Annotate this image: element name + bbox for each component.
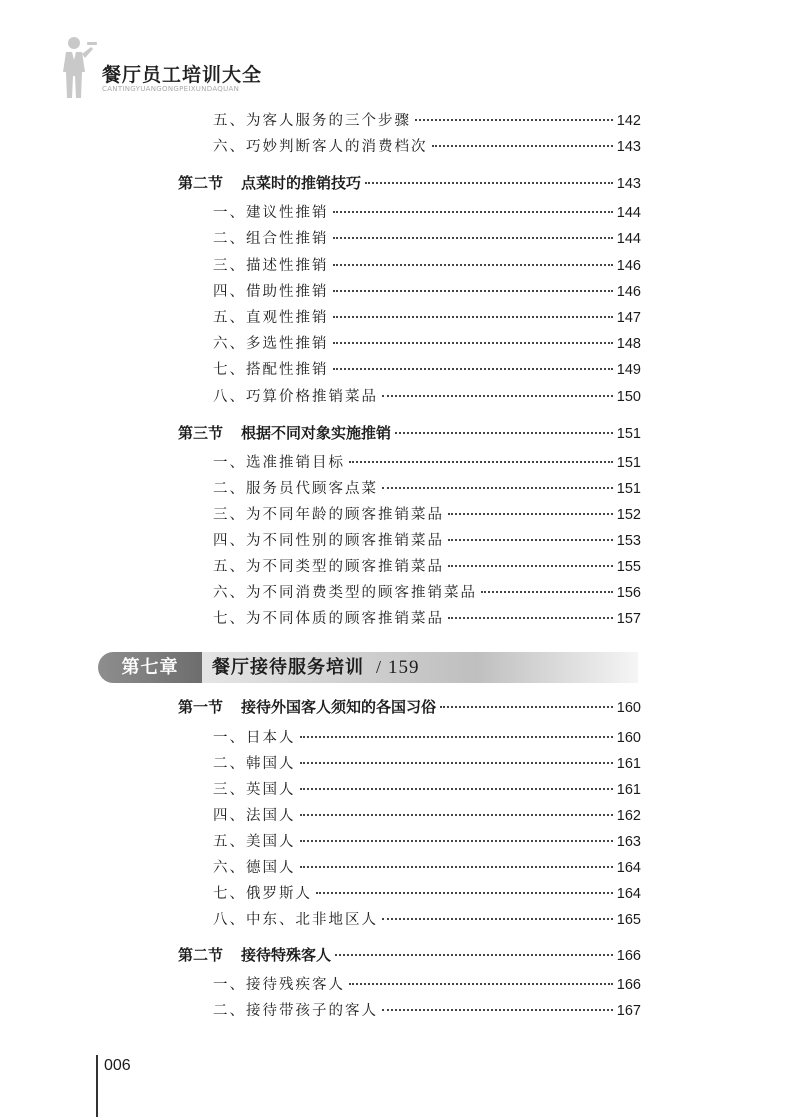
entry-title: 四、法国人 (213, 808, 296, 824)
dot-leader (333, 368, 613, 370)
toc-section-entry[interactable] (178, 944, 641, 966)
section-number: 第一节 (178, 698, 224, 716)
entry-title: 五、美国人 (213, 834, 296, 850)
entry-page-number: 144 (616, 205, 641, 221)
entry-title: 三、描述性推销 (213, 258, 329, 274)
entry-title: 五、直观性推销 (213, 310, 329, 326)
chapter-page: 159 (388, 657, 420, 678)
entry-page-number: 146 (616, 258, 641, 274)
entry-title: 四、借助性推销 (213, 284, 329, 300)
dot-leader (316, 892, 613, 894)
entry-page-number: 157 (616, 611, 641, 627)
dot-leader (349, 983, 613, 985)
toc-entry[interactable] (213, 1000, 641, 1022)
entry-page-number: 160 (616, 700, 641, 716)
toc-entry[interactable] (213, 228, 641, 250)
dot-leader (333, 290, 613, 292)
entry-title: 六、为不同消费类型的顾客推销菜品 (213, 585, 477, 601)
toc-entry[interactable] (213, 359, 641, 381)
entry-title: 接待外国客人须知的各国习俗 (241, 698, 437, 716)
entry-page-number: 156 (616, 585, 641, 601)
toc-section-entry[interactable] (178, 422, 641, 444)
dot-leader (300, 866, 613, 868)
chapter-title: 餐厅接待服务培训 (212, 657, 364, 678)
section-number: 第二节 (178, 174, 224, 192)
dot-leader (432, 145, 613, 147)
entry-title: 一、接待残疾客人 (213, 977, 345, 993)
dot-leader (382, 1009, 613, 1011)
entry-page-number: 144 (616, 231, 641, 247)
toc-entry[interactable] (213, 478, 641, 500)
toc-entry[interactable] (213, 136, 641, 158)
entry-page-number: 151 (616, 481, 641, 497)
toc-entry[interactable] (213, 202, 641, 224)
book-pinyin: CANTINGYUANGONGPEIXUNDAQUAN (102, 85, 240, 93)
dot-leader (349, 461, 613, 463)
entry-title: 七、为不同体质的顾客推销菜品 (213, 611, 444, 627)
entry-page-number: 155 (616, 559, 641, 575)
toc-entry[interactable] (213, 909, 641, 931)
footer-divider (96, 1055, 98, 1117)
entry-title: 一、选准推销目标 (213, 455, 345, 471)
entry-title: 六、德国人 (213, 860, 296, 876)
dot-leader (300, 814, 613, 816)
entry-title: 二、组合性推销 (213, 231, 329, 247)
dot-leader (333, 264, 613, 266)
chapter-heading (212, 652, 420, 683)
entry-page-number: 153 (616, 533, 641, 549)
entry-page-number: 152 (616, 507, 641, 523)
entry-page-number: 151 (616, 455, 641, 471)
toc-entry[interactable] (213, 883, 641, 905)
entry-page-number: 160 (616, 730, 641, 746)
toc-entry[interactable] (213, 779, 641, 801)
chapter-separator: / (376, 657, 383, 677)
toc-entry[interactable] (213, 556, 641, 578)
entry-title: 五、为客人服务的三个步骤 (213, 113, 411, 129)
entry-page-number: 165 (616, 912, 641, 928)
toc-entry[interactable] (213, 386, 641, 408)
entry-title: 三、为不同年龄的顾客推销菜品 (213, 507, 444, 523)
toc-entry[interactable] (213, 974, 641, 996)
entry-page-number: 164 (616, 886, 641, 902)
section-number: 第二节 (178, 946, 224, 964)
entry-title: 二、韩国人 (213, 756, 296, 772)
dot-leader (333, 342, 613, 344)
chapter-banner[interactable] (98, 652, 638, 683)
entry-title: 根据不同对象实施推销 (241, 424, 392, 442)
entry-title: 点菜时的推销技巧 (241, 174, 362, 192)
toc-entry[interactable] (213, 608, 641, 630)
toc-entry[interactable] (213, 504, 641, 526)
entry-page-number: 166 (616, 948, 641, 964)
book-title: 餐厅员工培训大全 (102, 64, 263, 86)
dot-leader (382, 395, 613, 397)
entry-page-number: 143 (616, 176, 641, 192)
entry-title: 七、搭配性推销 (213, 362, 329, 378)
entry-title: 四、为不同性别的顾客推销菜品 (213, 533, 444, 549)
toc-entry[interactable] (213, 753, 641, 775)
entry-title: 六、多选性推销 (213, 336, 329, 352)
dot-leader (335, 954, 613, 956)
toc-entry[interactable] (213, 281, 641, 303)
toc-entry[interactable] (213, 805, 641, 827)
entry-page-number: 163 (616, 834, 641, 850)
entry-page-number: 162 (616, 808, 641, 824)
dot-leader (415, 119, 613, 121)
toc-entry[interactable] (213, 110, 641, 132)
dot-leader (382, 487, 613, 489)
entry-page-number: 161 (616, 756, 641, 772)
entry-page-number: 149 (616, 362, 641, 378)
entry-page-number: 146 (616, 284, 641, 300)
dot-leader (382, 918, 613, 920)
dot-leader (333, 211, 613, 213)
dot-leader (481, 591, 613, 593)
entry-page-number: 143 (616, 139, 641, 155)
entry-title: 三、英国人 (213, 782, 296, 798)
entry-page-number: 148 (616, 336, 641, 352)
entry-page-number: 166 (616, 977, 641, 993)
toc-entry[interactable] (213, 727, 641, 749)
entry-page-number: 164 (616, 860, 641, 876)
entry-title: 接待特殊客人 (241, 946, 332, 964)
entry-page-number: 167 (616, 1003, 641, 1019)
dot-leader (300, 840, 613, 842)
dot-leader (440, 706, 613, 708)
dot-leader (333, 237, 613, 239)
entry-title: 七、俄罗斯人 (213, 886, 312, 902)
dot-leader (448, 617, 613, 619)
entry-title: 二、服务员代顾客点菜 (213, 481, 378, 497)
entry-page-number: 151 (616, 426, 641, 442)
entry-title: 五、为不同类型的顾客推销菜品 (213, 559, 444, 575)
toc-section-entry[interactable] (178, 696, 641, 718)
dot-leader (300, 788, 613, 790)
toc-section-entry[interactable] (178, 172, 641, 194)
toc-entry[interactable] (213, 307, 641, 329)
chapter-number: 第七章 (98, 652, 202, 683)
toc-entry[interactable] (213, 452, 641, 474)
toc-entry[interactable] (213, 333, 641, 355)
entry-page-number: 150 (616, 389, 641, 405)
toc-entry[interactable] (213, 582, 641, 604)
entry-title: 六、巧妙判断客人的消费档次 (213, 139, 428, 155)
entry-title: 一、建议性推销 (213, 205, 329, 221)
entry-title: 二、接待带孩子的客人 (213, 1003, 378, 1019)
entry-page-number: 142 (616, 113, 641, 129)
dot-leader (333, 316, 613, 318)
page-number: 006 (104, 1057, 131, 1074)
toc-entry[interactable] (213, 831, 641, 853)
toc-entry[interactable] (213, 255, 641, 277)
entry-page-number: 161 (616, 782, 641, 798)
dot-leader (448, 513, 613, 515)
dot-leader (395, 432, 613, 434)
dot-leader (448, 565, 613, 567)
entry-title: 一、日本人 (213, 730, 296, 746)
dot-leader (300, 762, 613, 764)
section-number: 第三节 (178, 424, 224, 442)
entry-page-number: 147 (616, 310, 641, 326)
dot-leader (365, 182, 613, 184)
dot-leader (300, 736, 613, 738)
toc-entry[interactable] (213, 530, 641, 552)
entry-title: 八、巧算价格推销菜品 (213, 389, 378, 405)
entry-title: 八、中东、北非地区人 (213, 912, 378, 928)
dot-leader (448, 539, 613, 541)
toc-entry[interactable] (213, 857, 641, 879)
